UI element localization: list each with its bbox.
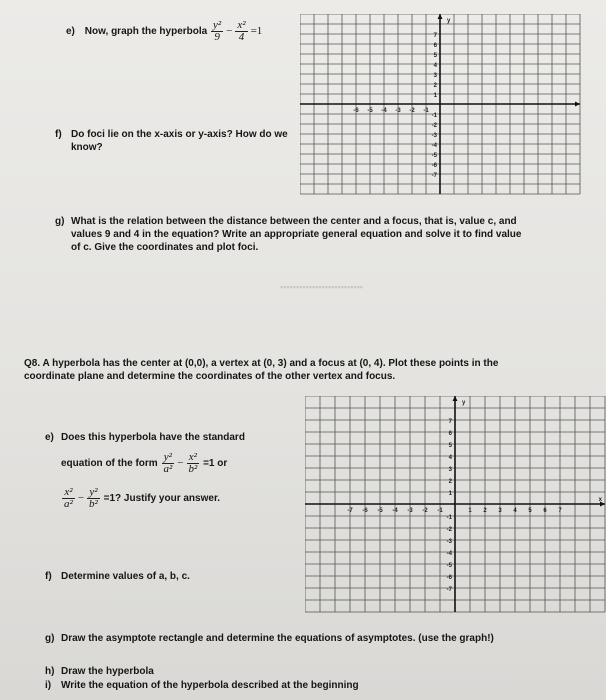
x-tick-label: 4 [513, 508, 517, 514]
y-tick-label: 3 [448, 467, 452, 473]
x-tick-label: -4 [392, 508, 398, 514]
y-tick-label: 6 [448, 431, 452, 437]
x-tick-label: -1 [437, 508, 443, 514]
graph-top [300, 14, 582, 196]
question-h: h) Draw the hyperbola [45, 666, 154, 677]
x-tick-label: 1 [468, 508, 472, 514]
y-axis-arrow [453, 396, 458, 401]
x-tick-label: -2 [422, 508, 428, 514]
y-tick-label: 1 [448, 491, 452, 497]
fraction-x2-over-a2: $\frac{\text{x²}}{\text{a²}}$ [64, 486, 73, 510]
x-tick-label: -3 [395, 108, 401, 114]
question-g-bottom: g) Draw the asymptote rectangle and determine the equations of asymptotes. (use the graph!) [45, 633, 494, 644]
x-tick-label: 6 [543, 508, 547, 514]
y-tick-label: -6 [446, 575, 452, 581]
y-tick-label: 7 [433, 33, 437, 39]
question-e-bottom: e) Does this hyperbola have the standard [45, 432, 245, 443]
y-tick-label: -4 [431, 143, 437, 149]
question-g-top: g) What is the relation between the distance between the center and a focus, that is, value c, and values 9 and 4 in the equation? Write an appropriate general equation and solve it to find value of c. Give the coordinates and plot foci. [55, 216, 522, 253]
y-tick-label: -5 [446, 563, 452, 569]
y-tick-label: 5 [433, 53, 437, 59]
y-axis-label: y [447, 18, 451, 24]
question-e-top: e) Now, graph the hyperbola $\frac{\text{y²}}{9}$ − $\frac{\text{x²}}{4}$ =1 [66, 19, 263, 43]
graph-bottom [305, 396, 606, 621]
y-tick-label: 3 [433, 73, 437, 79]
y-tick-label: -3 [446, 539, 452, 545]
y-tick-label: -7 [446, 587, 452, 593]
y-tick-label: -1 [446, 515, 452, 521]
y-tick-label: 4 [448, 455, 452, 461]
x-tick-label: -5 [377, 508, 383, 514]
x-tick-label: -2 [409, 108, 415, 114]
y-tick-label: 6 [433, 43, 437, 49]
y-tick-label: -2 [446, 527, 452, 533]
x-tick-label: -5 [367, 108, 373, 114]
y-tick-label: 4 [433, 63, 437, 69]
x-tick-label: 2 [483, 508, 487, 514]
question-i: i) Write the equation of the hyperbola described at the beginning [45, 680, 359, 691]
x-tick-label: 7 [558, 508, 562, 514]
y-tick-label: 5 [448, 443, 452, 449]
fraction-x2-over-b2: $\frac{\text{x²}}{\text{b²}}$ [188, 451, 198, 475]
y-tick-label: 7 [448, 419, 452, 425]
fraction-y2-over-b2: $\frac{\text{y²}}{\text{b²}}$ [89, 486, 98, 510]
y-axis-label: y [462, 400, 466, 406]
fraction-x2-over-4: $\frac{\text{x²}}{4}$ [237, 19, 246, 43]
x-tick-label: -4 [381, 108, 387, 114]
y-tick-label: 2 [433, 83, 437, 89]
fraction-y2-over-9: $\frac{\text{y²}}{9}$ [212, 19, 222, 43]
y-tick-label: -2 [431, 123, 437, 129]
x-tick-label: 3 [498, 508, 502, 514]
x-tick-label: -1 [423, 108, 429, 114]
y-tick-label: -3 [431, 133, 437, 139]
y-tick-label: 2 [448, 479, 452, 485]
bleed-through: ▪▪▪▪▪▪▪▪▪▪▪▪▪▪▪▪▪▪▪▪▪▪▪▪▪▪ [280, 282, 363, 292]
fraction-y2-over-a2: $\frac{\text{y²}}{\text{a²}}$ [163, 451, 173, 475]
question-e-bottom-line3: $\frac{\text{x²}}{\text{a²}}$ − $\frac{\text{y²}}{\text{b²}}$ =1? Justify your answer. [64, 486, 221, 510]
x-tick-label: -6 [353, 108, 359, 114]
y-tick-label: -4 [446, 551, 452, 557]
x-tick-label: -7 [347, 508, 353, 514]
x-tick-label: -3 [407, 508, 413, 514]
x-axis-arrow [575, 102, 580, 107]
question-f-bottom: f) Determine values of a, b, c. [45, 571, 190, 582]
y-axis-arrow [438, 14, 443, 19]
x-tick-label: -6 [362, 508, 368, 514]
y-tick-label: 1 [433, 93, 437, 99]
question-e-bottom-line2: equation of the form $\frac{\text{y²}}{\text{a²}}$ − $\frac{\text{x²}}{\text{b²}}$ =1 or [61, 451, 228, 475]
question-f-top: f) Do foci lie on the x-axis or y-axis? How do we know? [55, 129, 288, 153]
y-tick-label: -6 [431, 163, 437, 169]
x-axis-label: x [598, 497, 602, 503]
y-tick-label: -1 [431, 113, 437, 119]
y-tick-label: -5 [431, 153, 437, 159]
x-tick-label: 5 [528, 508, 532, 514]
question-q8: Q8. A hyperbola has the center at (0,0), a vertex at (0, 3) and a focus at (0, 4). Plot these points in the coordinate plane and determine the coordinates of the other vertex and focus. [24, 358, 499, 382]
y-tick-label: -7 [431, 173, 437, 179]
